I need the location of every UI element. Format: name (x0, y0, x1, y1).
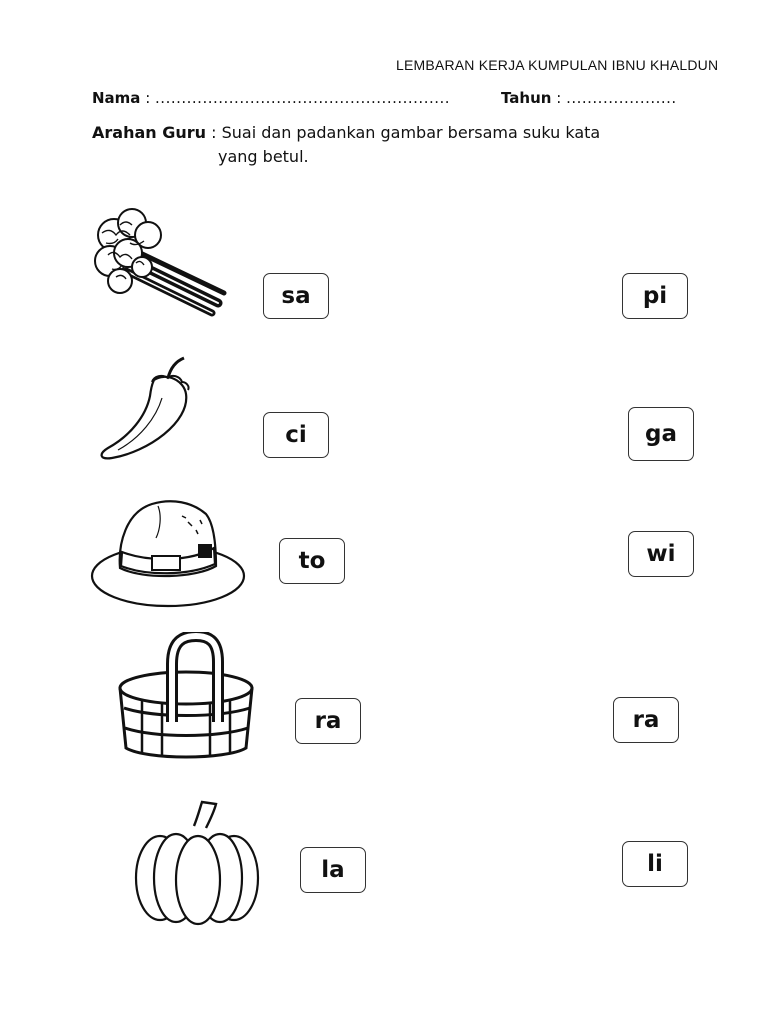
name-blank: ........................................................ (155, 89, 451, 107)
left-syllable-card[interactable]: to (279, 538, 345, 584)
name-separator: : (140, 89, 156, 107)
right-syllable-card[interactable]: li (622, 841, 688, 887)
instruction-label: Arahan Guru (92, 123, 207, 142)
left-syllable-card[interactable]: sa (263, 273, 329, 319)
celery-icon (90, 205, 235, 330)
right-syllable-card[interactable]: ga (628, 407, 694, 461)
name-label: Nama (92, 89, 141, 107)
hat-icon (88, 494, 248, 612)
year-field (501, 89, 677, 107)
left-syllable-card[interactable]: la (300, 847, 366, 893)
teacher-instruction (92, 121, 601, 166)
basket-icon (114, 632, 258, 764)
year-blank: ..................... (566, 89, 677, 107)
year-label: Tahun (501, 89, 552, 107)
instruction-text-line2: yang betul. (218, 147, 309, 166)
name-field (92, 89, 450, 107)
worksheet-title: LEMBARAN KERJA KUMPULAN IBNU KHALDUN (396, 57, 719, 73)
left-syllable-card[interactable]: ci (263, 412, 329, 458)
right-syllable-card[interactable]: pi (622, 273, 688, 319)
pumpkin-icon (130, 796, 262, 928)
instruction-separator: : (206, 123, 222, 142)
year-separator: : (551, 89, 567, 107)
right-syllable-card[interactable]: wi (628, 531, 694, 577)
left-syllable-card[interactable]: ra (295, 698, 361, 744)
right-syllable-card[interactable]: ra (613, 697, 679, 743)
instruction-text-line1: Suai dan padankan gambar bersama suku kata (221, 123, 601, 142)
chili-icon (94, 352, 199, 464)
